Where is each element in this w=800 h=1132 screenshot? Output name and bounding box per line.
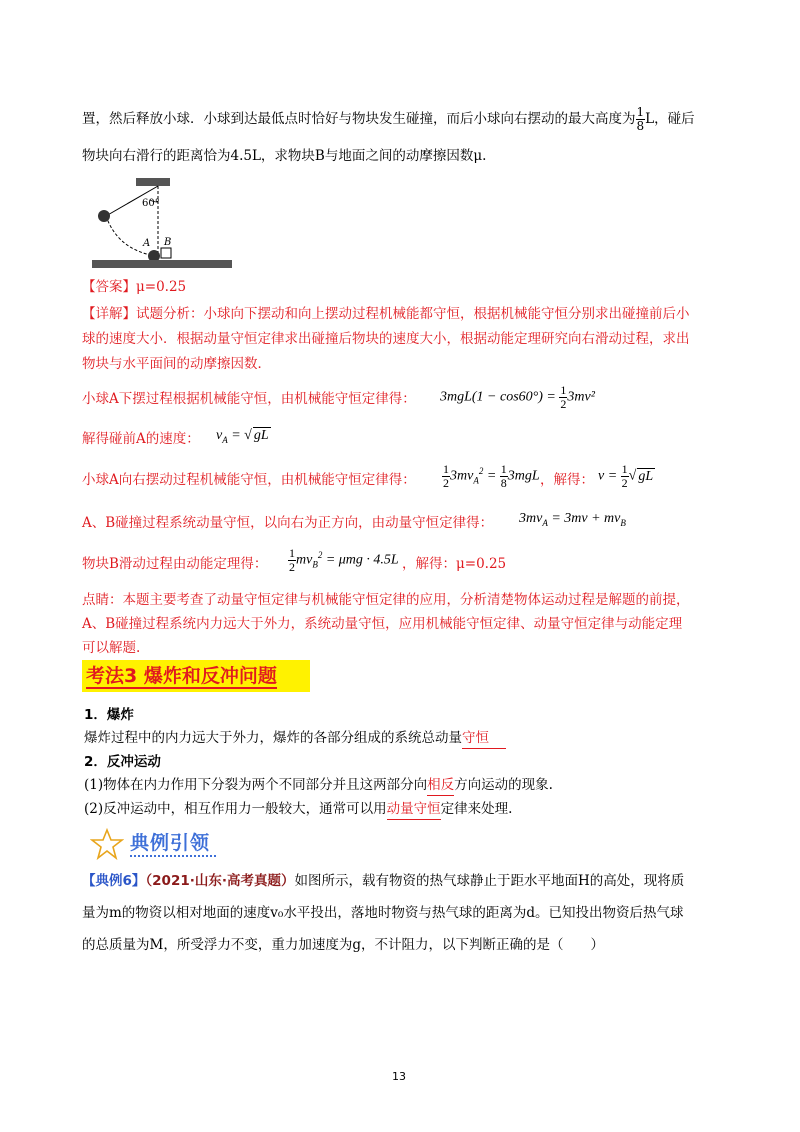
label-a: A xyxy=(143,238,151,249)
detail-text-1: 试题分析：小球向下摆动和向上摆动过程机械能都守恒，根据机械能守恒分别求出碰撞前后小 xyxy=(136,306,690,322)
example-source: （2021·山东·高考真题） xyxy=(145,873,295,889)
para-recoil-2 xyxy=(84,799,512,820)
page-number: 13 xyxy=(392,1070,406,1083)
step-5-result: ，解得：μ=0.25 xyxy=(402,556,507,572)
step-1-text: 小球A下摆过程根据机械能守恒，由机械能守恒定律得： xyxy=(82,391,416,407)
section-title-banner xyxy=(82,660,310,692)
pendulum-figure xyxy=(88,178,236,272)
blank-opposite: 相反 xyxy=(427,775,454,796)
problem-line-2: 物块向右滑行的距离恰为4.5L，求物块B与地面之间的动摩擦因数μ. xyxy=(82,148,487,164)
block-b xyxy=(161,248,171,258)
ceiling-mount xyxy=(136,178,170,186)
step-2-equation: $v_A$ = √ gL xyxy=(216,428,269,445)
problem-line-1-text: 置，然后释放小球．小球到达最低点时恰好与物块发生碰撞，而后小球向右摆动的最大高度为 xyxy=(82,111,636,127)
step-1-equation xyxy=(440,384,595,411)
example-line-2: 量为m的物资以相对地面的速度v₀水平投出，落地时物资与热气球的距离为d。已知投出物资后热气球 xyxy=(82,905,684,921)
step-2-text: 解得碰前A的速度： xyxy=(82,431,200,447)
example-header xyxy=(90,826,220,862)
ground xyxy=(92,260,232,268)
heading-recoil: 2．反冲运动 xyxy=(84,754,161,770)
para-recoil-1 xyxy=(84,775,553,796)
detail-line-1 xyxy=(82,304,690,324)
blank-momentum: 动量守恒 xyxy=(387,799,441,820)
detail-line-3: 物块与水平面间的动摩擦因数． xyxy=(82,356,271,372)
comment-line-3: 可以解题. xyxy=(82,640,141,656)
step-4-equation: $3mv_A = 3mv + mv_B$ xyxy=(519,511,626,528)
para-explosion-text: 爆炸过程中的内力远大于外力，爆炸的各部分组成的系统总动量 xyxy=(84,730,462,746)
example-header-label: 典例引领 xyxy=(130,832,211,854)
example-line-3: 的总质量为M，所受浮力不变，重力加速度为g，不计阻力，以下判断正确的是（ ） xyxy=(82,937,604,953)
section-title: 考法3 爆炸和反冲问题 xyxy=(86,665,277,687)
comment-line-1: 点睛：本题主要考查了动量守恒定律与机械能守恒定律的应用，分析清楚物体运动过程是解题的前提， xyxy=(82,592,690,608)
para-recoil-1-tail: 方向运动的现象. xyxy=(454,777,553,793)
comment-line-2: A、B碰撞过程系统内力远大于外力，系统动量守恒，应用机械能守恒定律、动量守恒定律与动能定理 xyxy=(82,616,683,632)
step-4-text: A、B碰撞过程系统动量守恒，以向右为正方向，由动量守恒定律得： xyxy=(82,515,494,531)
swing-arc xyxy=(106,216,156,256)
para-recoil-2-text: (2)反冲运动中，相互作用力一般较大，通常可以用 xyxy=(84,801,387,817)
para-explosion xyxy=(84,728,506,749)
problem-line-1 xyxy=(82,106,695,133)
step-3-equation: $\frac{1}{2}$ $3mv_A^2$ = $\frac{1}{8}$ 3mgL xyxy=(443,462,540,490)
step-3-text: 小球A向右摆动过程机械能守恒，由机械能守恒定律得： xyxy=(82,472,416,488)
example-text-1: 如图所示，载有物资的热气球静止于距水平地面H的高处，现将质 xyxy=(294,873,685,889)
example-line-1 xyxy=(82,871,684,891)
answer-tag: 【答案】 xyxy=(82,279,136,295)
example-header-underline xyxy=(130,855,216,857)
para-recoil-2-tail: 定律来处理. xyxy=(440,801,513,817)
step-5-equation: $\frac{1}{2}$ $mv_B^2 = \mu mg \cdot 4.5L$ xyxy=(289,546,399,574)
fraction-half: $\frac{1}{2}$ xyxy=(560,383,567,411)
angle-label: 60° xyxy=(142,198,160,209)
pendulum-diagram xyxy=(88,178,236,272)
ball-start xyxy=(98,210,110,222)
answer-line xyxy=(82,277,186,297)
problem-line-1-tail: L，碰后 xyxy=(645,111,695,127)
para-recoil-1-text: (1)物体在内力作用下分裂为两个不同部分并且这两部分向 xyxy=(84,777,428,793)
step-3-sep: ，解得： xyxy=(540,472,594,488)
star-icon xyxy=(90,828,124,860)
step-3-result: v = $\frac{1}{2}$ √ gL xyxy=(598,462,654,490)
answer-value: μ=0.25 xyxy=(136,279,187,295)
label-b: B xyxy=(164,237,172,248)
step-1-eq-right: 3mv² xyxy=(567,389,595,405)
step-2-v: v xyxy=(216,428,223,443)
blank-conserved: 守恒 xyxy=(462,728,506,749)
detail-line-2: 球的速度大小．根据动量守恒定律求出碰撞后物块的速度大小，根据动能定理研究向右滑动过程，求出 xyxy=(82,331,690,347)
example-tag: 【典例6】 xyxy=(82,873,146,889)
heading-explosion: 1．爆炸 xyxy=(84,707,134,723)
detail-tag: 【详解】 xyxy=(82,306,136,322)
fraction-one-eighth: $\frac{1}{8}$ xyxy=(636,105,645,133)
step-5-text: 物块B滑动过程由动能定理得： xyxy=(82,556,268,572)
step-1-eq-left: 3mgL(1 − cos60°) = xyxy=(440,389,556,405)
